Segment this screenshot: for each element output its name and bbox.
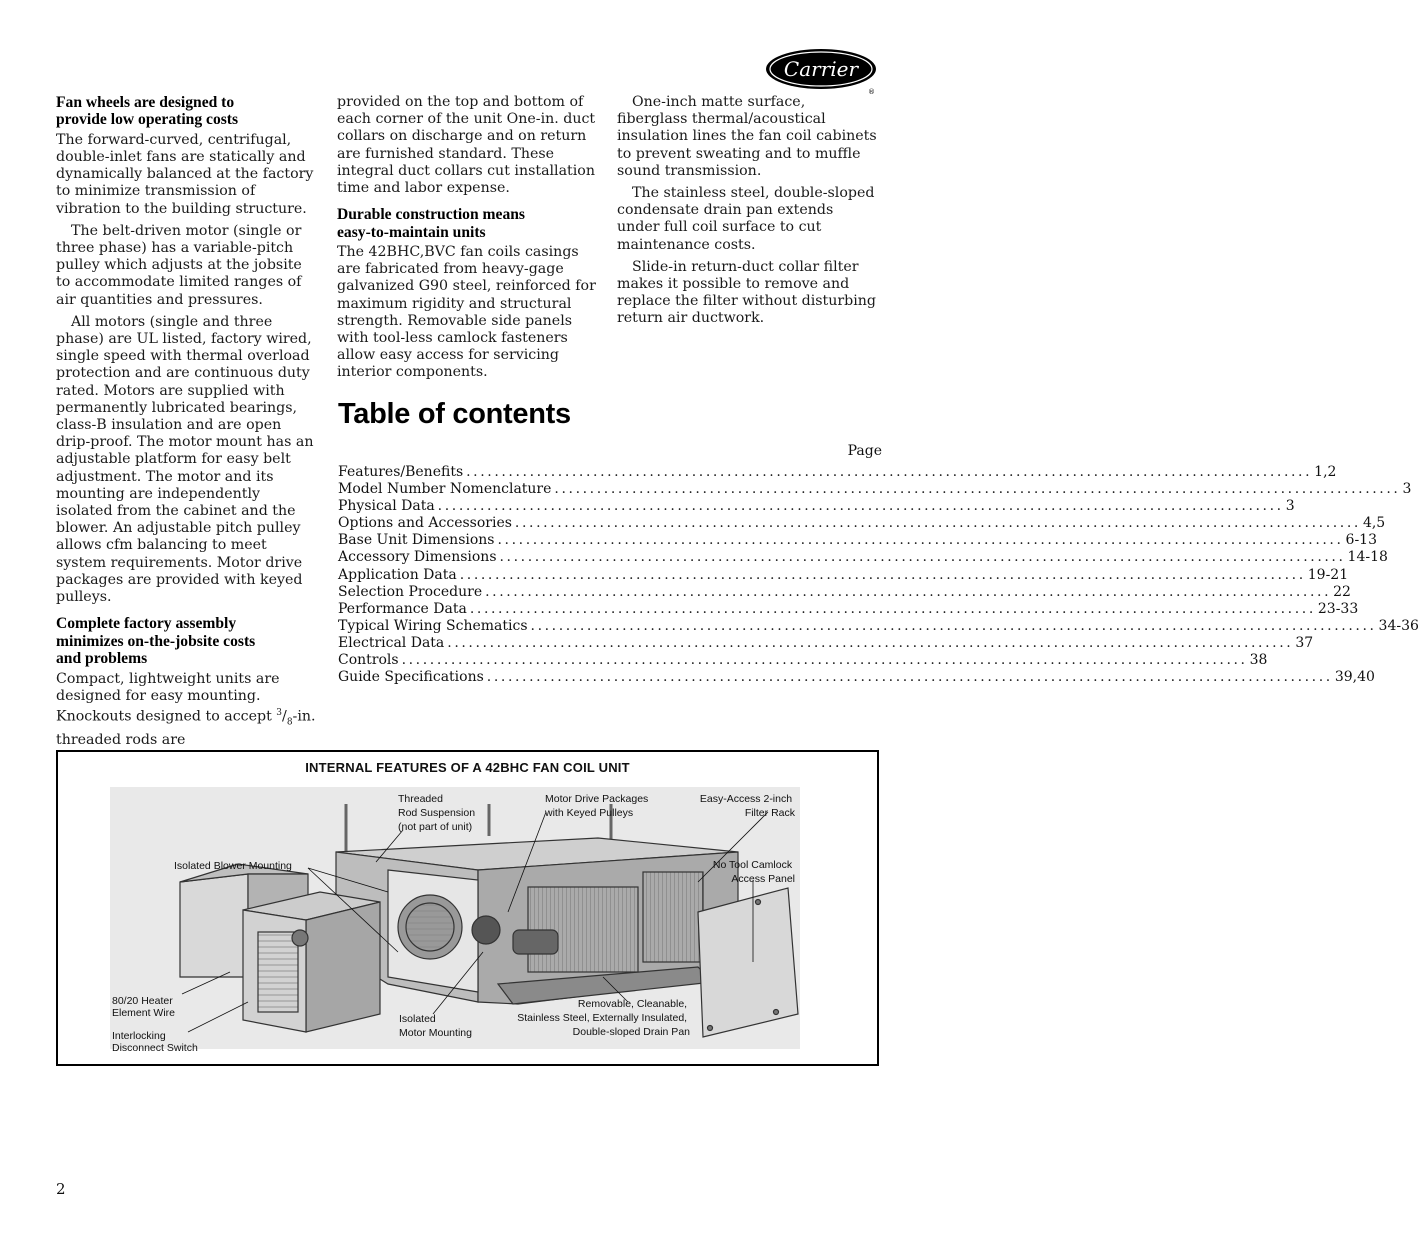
toc-entry-page: 22 bbox=[1333, 583, 1351, 600]
paragraph-insulation: One-inch matte surface, fiberglass thermal/acoustical insulation lines the fan coil cabinets to prevent sweating and to muffle sound transmission. bbox=[617, 94, 877, 179]
label-filter-rack: Easy-Access 2-inch Filter Rack bbox=[699, 793, 795, 819]
label-motor-drive: Motor Drive Packages with Keyed Pulleys bbox=[545, 793, 649, 819]
toc-entry bbox=[338, 583, 1351, 601]
heading-fan-wheels: Fan wheels are designed to provide low operating costs bbox=[56, 94, 239, 129]
toc-entry bbox=[338, 600, 1359, 618]
toc-entry-label: Base Unit Dimensions bbox=[338, 532, 495, 549]
page-number: 2 bbox=[56, 1180, 66, 1198]
fan-coil-illustration bbox=[58, 752, 877, 1064]
label-blower-mounting: Isolated Blower Mounting bbox=[174, 860, 292, 872]
toc-entry bbox=[338, 566, 1349, 584]
toc-dot-leader: ........................................................................................................................ bbox=[401, 652, 1248, 669]
toc-entry-page: 3 bbox=[1285, 498, 1295, 515]
paragraph-duct-collars: provided on the top and bottom of each corner of the unit One-in. duct collars on discharge and on return are furnished standard. These integral duct collars cut installation time and labor expense. bbox=[337, 94, 596, 197]
toc-entry-label: Model Number Nomenclature bbox=[338, 481, 552, 498]
paragraph-belt-motor: The belt-driven motor (single or three phase) has a variable-pitch pulley which adjusts at the jobsite to accommodate limited ranges of air quantities and pressures. bbox=[56, 222, 302, 308]
toc-entry bbox=[338, 464, 1337, 481]
toc-entry-label: Controls bbox=[338, 652, 399, 669]
toc-entry-page: 3 bbox=[1402, 481, 1412, 498]
toc-dot-leader: ........................................................................................................................ bbox=[530, 617, 1377, 634]
toc-entry-label: Accessory Dimensions bbox=[338, 549, 497, 566]
feature-figure bbox=[56, 750, 879, 1066]
registered-mark: ® bbox=[868, 88, 875, 96]
unit-cabinet bbox=[336, 838, 738, 1004]
toc-entry-label: Physical Data bbox=[338, 498, 435, 515]
paragraph-filter: Slide-in return-duct collar filter makes it possible to remove and replace the filter without disturbing return air ductwork. bbox=[617, 258, 877, 327]
paragraph-fans: The forward-curved, centrifugal, double-inlet fans are statically and dynamically balanced at the factory to minimize transmission of vibration to the building structure. bbox=[56, 131, 314, 217]
toc-entry-label: Options and Accessories bbox=[338, 515, 512, 532]
toc-entry-page: 38 bbox=[1249, 652, 1268, 669]
toc-dot-leader: ........................................................................................................................ bbox=[486, 669, 1333, 686]
logo-text: Carrier bbox=[783, 57, 859, 81]
toc-entry bbox=[338, 652, 1268, 669]
toc-entry bbox=[338, 549, 1388, 566]
label-drain-pan: Removable, Cleanable, Stainless Steel, Externally Insulated, Double-sloped Drain Pan bbox=[517, 998, 690, 1038]
heading-durable-construction: Durable construction means easy-to-maintain units bbox=[337, 206, 525, 241]
paragraph-compact: Compact, lightweight units are designed for easy mounting. Knockouts designed to accept $^3/_8-in$. threaded rods are bbox=[56, 670, 316, 748]
paragraph-casings: The 42BHC,BVC fan coils casings are fabricated from heavy-gage galvanized G90 steel, reinforced for maximum rigidity and structural strength. Removable side panels with tool-less camlock fasteners allow easy access for servicing interior components. bbox=[337, 244, 596, 381]
carrier-logo bbox=[764, 46, 882, 96]
toc-entry bbox=[338, 634, 1314, 652]
toc-entry-label: Typical Wiring Schematics bbox=[338, 617, 528, 634]
paragraph-drain-pan: The stainless steel, double-sloped condensate drain pan extends under full coil surface to cut maintenance costs. bbox=[617, 185, 875, 253]
toc-entry-label: Application Data bbox=[338, 566, 457, 583]
toc-entry-page: 4,5 bbox=[1362, 515, 1386, 532]
toc-entry bbox=[338, 532, 1377, 549]
toc-dot-leader: ........................................................................................................................ bbox=[485, 583, 1332, 600]
column-middle bbox=[337, 94, 599, 387]
toc-entry bbox=[338, 481, 1412, 498]
toc-dot-leader: ........................................................................................................................ bbox=[437, 498, 1284, 515]
toc-dot-leader: ........................................................................................................................ bbox=[514, 515, 1361, 532]
toc-entry bbox=[338, 617, 1419, 635]
toc-dot-leader: ........................................................................................................................ bbox=[459, 566, 1306, 583]
toc-dot-leader: ........................................................................................................................ bbox=[499, 549, 1346, 566]
toc-dot-leader: ........................................................................................................................ bbox=[554, 481, 1401, 498]
toc-entry-page: 6-13 bbox=[1345, 532, 1377, 549]
toc-entry-label: Guide Specifications bbox=[338, 669, 484, 686]
toc-entry-page: 23-33 bbox=[1317, 600, 1359, 617]
toc-entry bbox=[338, 498, 1295, 515]
toc-entry-page: 19-21 bbox=[1307, 566, 1349, 583]
toc-entry-label: Selection Procedure bbox=[338, 583, 483, 600]
label-threaded-rod: Threaded Rod Suspension (not part of unit) bbox=[398, 793, 476, 833]
toc-entry-label: Electrical Data bbox=[338, 634, 445, 651]
toc-entry bbox=[338, 515, 1386, 532]
label-motor-mounting: Isolated Motor Mounting bbox=[399, 1013, 472, 1039]
label-heater-element: 80/20 Heater Element Wire bbox=[112, 995, 176, 1019]
toc-dot-leader: ........................................................................................................................ bbox=[469, 600, 1316, 617]
toc-title: Table of contents bbox=[338, 398, 571, 430]
label-disconnect-switch: Interlocking Disconnect Switch bbox=[112, 1030, 198, 1054]
toc-page-header: Page bbox=[847, 443, 882, 459]
paragraph-motors: All motors (single and three phase) are UL listed, factory wired, single speed with thermal overload protection and are continuous duty rated. Motors are supplied with permanently lubricated bearings, class-B insulation and are open drip-proof. The motor mount has an adjustable platform for easy belt adjustment. The motor and its mounting are independently isolated from the cabinet and the blower. An adjustable pitch pulley allows cfm balancing to meet system requirements. Motor drive packages are provided with keyed pulleys. bbox=[56, 313, 314, 606]
label-camlock-panel: No Tool Camlock Access Panel bbox=[712, 859, 795, 885]
toc-dot-leader: ........................................................................................................................ bbox=[447, 634, 1294, 651]
toc-dot-leader: ........................................................................................................................ bbox=[497, 532, 1344, 549]
heading-factory-assembly: Complete factory assembly minimizes on-the-jobsite costs and problems bbox=[56, 615, 256, 668]
toc-entry-page: 34-36 bbox=[1378, 617, 1419, 634]
toc-dot-leader: ........................................................................................................................ bbox=[466, 464, 1313, 480]
toc-entry-page: 39,40 bbox=[1334, 669, 1375, 686]
toc-entry-label: Performance Data bbox=[338, 600, 467, 617]
column-right bbox=[617, 94, 879, 333]
column-left bbox=[56, 94, 318, 754]
toc-entry-page: 14-18 bbox=[1347, 549, 1388, 566]
toc-entry bbox=[338, 669, 1375, 686]
toc-entry-label: Features/Benefits bbox=[338, 464, 464, 480]
access-panel bbox=[698, 888, 798, 1037]
toc-entry-page: 1,2 bbox=[1314, 464, 1337, 480]
toc-list bbox=[338, 464, 1419, 686]
toc-entry-page: 37 bbox=[1295, 634, 1314, 651]
figure-title: INTERNAL FEATURES OF A 42BHC FAN COIL UNIT bbox=[305, 760, 630, 775]
